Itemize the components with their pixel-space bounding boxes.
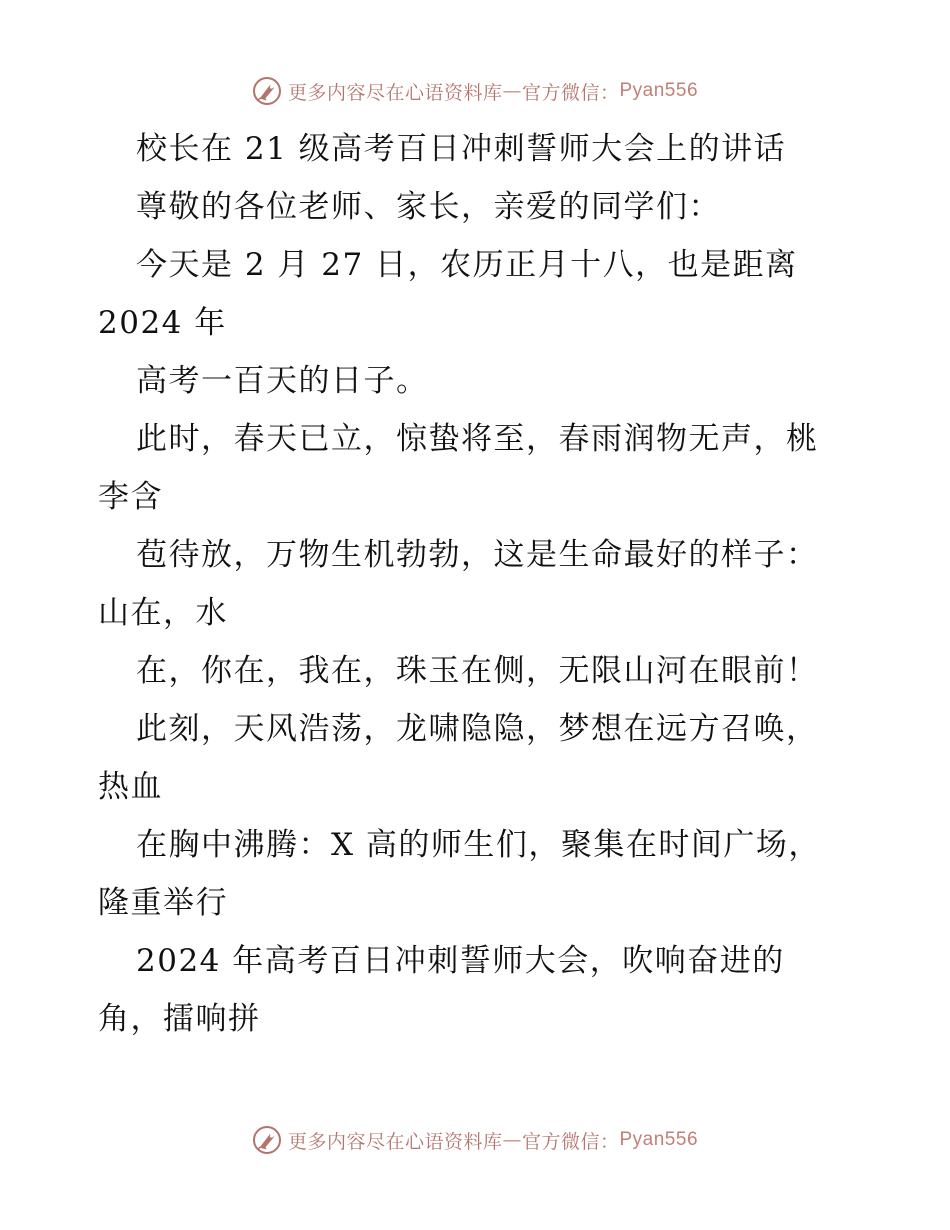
speech-line: 山在，水 [98,595,228,631]
watermark-separator: — [502,80,522,102]
speech-line: 在，你在，我在，珠玉在侧，无限山河在眼前！ [136,653,819,689]
speech-line: 2024 年高考百日冲刺誓师大会，吹响奋进的 [136,943,785,979]
speech-title: 校长在 21 级高考百日冲刺誓师大会上的讲话 [136,131,787,167]
speech-line: 在胸中沸腾：X 高的师生们，聚集在时间广场， [136,827,821,863]
footer-watermark [0,1123,950,1157]
header-watermark [0,74,950,108]
pen-nib-logo-icon [252,1125,282,1155]
speech-line: 隆重举行 [98,885,228,921]
speech-line: 此时，春天已立，惊蛰将至，春雨润物无声，桃 [136,421,819,457]
speech-line: 今天是 2 月 27 日，农历正月十八，也是距离 [136,247,798,283]
speech-line: 尊敬的各位老师、家长，亲爱的同学们： [136,189,721,225]
speech-line: 角，擂响拼 [98,1001,261,1037]
pen-nib-logo-icon [252,76,282,106]
watermark-id: Pyan556 [619,80,699,101]
speech-line: 2024 年 [98,305,227,341]
speech-text [98,120,878,1048]
speech-line: 李含 [98,479,163,515]
watermark-label: 官方微信： [521,81,620,104]
speech-line: 苞待放，万物生机勃勃，这是生命最好的样子： [136,537,819,573]
speech-line: 此刻，天风浩荡，龙啸隐隐，梦想在远方召唤， [136,711,819,747]
watermark-text: 更多内容尽在心语资料库 [287,81,503,104]
watermark-separator: — [502,1129,522,1151]
speech-line: 热血 [98,769,163,805]
watermark-id: Pyan556 [619,1129,699,1150]
watermark-label: 官方微信： [521,1130,620,1153]
watermark-text: 更多内容尽在心语资料库 [287,1130,503,1153]
speech-line: 高考一百天的日子。 [136,363,429,399]
